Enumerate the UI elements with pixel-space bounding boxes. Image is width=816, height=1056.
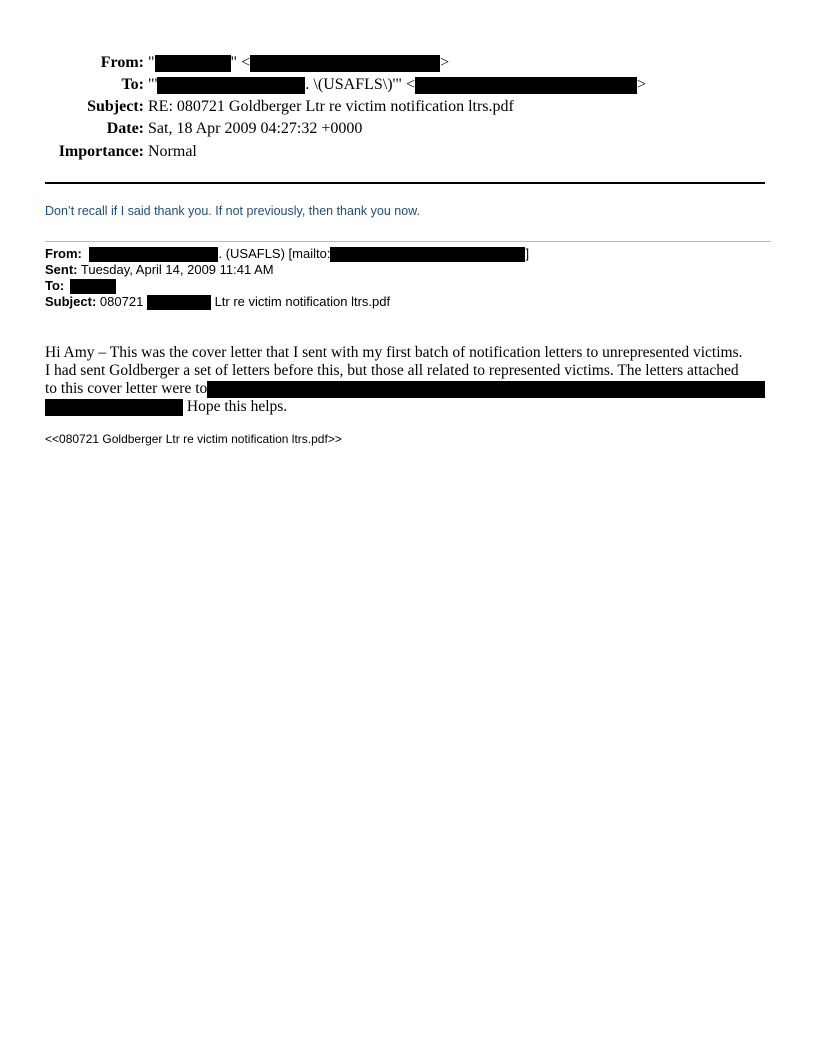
redaction — [70, 279, 116, 294]
original-from-value: . (USAFLS) [mailto: — [218, 246, 331, 261]
header-from-label: From: — [100, 54, 144, 71]
original-subject-row — [45, 294, 390, 310]
header-date-row — [0, 119, 816, 139]
reply-note: Don’t recall if I said thank you. If not previously, then thank you now. — [45, 204, 420, 218]
header-subject-row — [0, 97, 816, 117]
header-to-row — [0, 75, 816, 95]
header-from-value: " " < > — [148, 54, 450, 71]
header-importance-label: Importance: — [58, 143, 144, 160]
original-subject-suffix: Ltr re victim notification ltrs.pdf — [214, 294, 391, 309]
header-subject-label: Subject: — [87, 98, 144, 115]
header-divider — [45, 182, 765, 184]
redaction — [45, 399, 183, 416]
body-line-1: Hi Amy – This was the cover letter that I sent with my first batch of notification letters to unrepresented victims. — [45, 344, 743, 361]
original-to-row — [45, 278, 116, 294]
body-line-4: Hope this helps. — [45, 398, 287, 416]
header-to-label: To: — [121, 76, 144, 93]
original-sent-row — [45, 262, 274, 278]
redaction — [89, 247, 218, 262]
original-to-label: To: — [45, 278, 65, 293]
header-to-value: "' . \(USAFLS\)'" < > — [148, 76, 647, 93]
original-subject-label: Subject: — [45, 294, 97, 309]
redaction — [250, 55, 440, 72]
header-date-value: Sat, 18 Apr 2009 04:27:32 +0000 — [148, 120, 363, 137]
original-sent-label: Sent: — [45, 262, 78, 277]
redaction — [155, 55, 231, 72]
redaction — [147, 295, 211, 310]
header-subject-value: RE: 080721 Goldberger Ltr re victim notification ltrs.pdf — [148, 98, 514, 115]
header-importance-row — [0, 142, 816, 162]
original-from-label: From: — [45, 246, 82, 261]
redaction — [330, 247, 525, 262]
redaction — [207, 381, 765, 398]
original-from-row: From: . (USAFLS) [mailto: ] — [45, 246, 530, 261]
redaction — [157, 77, 305, 94]
attachment-reference: <<080721 Goldberger Ltr re victim notification ltrs.pdf>> — [45, 432, 342, 446]
body-line-2: I had sent Goldberger a set of letters before this, but those all related to represented victims. The letters attached — [45, 362, 739, 379]
original-sent-value: Tuesday, April 14, 2009 11:41 AM — [80, 262, 274, 277]
body-line-3: to this cover letter were to — [45, 380, 765, 398]
header-from-row — [0, 53, 816, 73]
redaction — [415, 77, 637, 94]
header-date-label: Date: — [106, 120, 144, 137]
header-importance-value: Normal — [148, 143, 197, 160]
original-message-divider — [45, 241, 771, 242]
original-subject-prefix: 080721 — [99, 294, 144, 309]
